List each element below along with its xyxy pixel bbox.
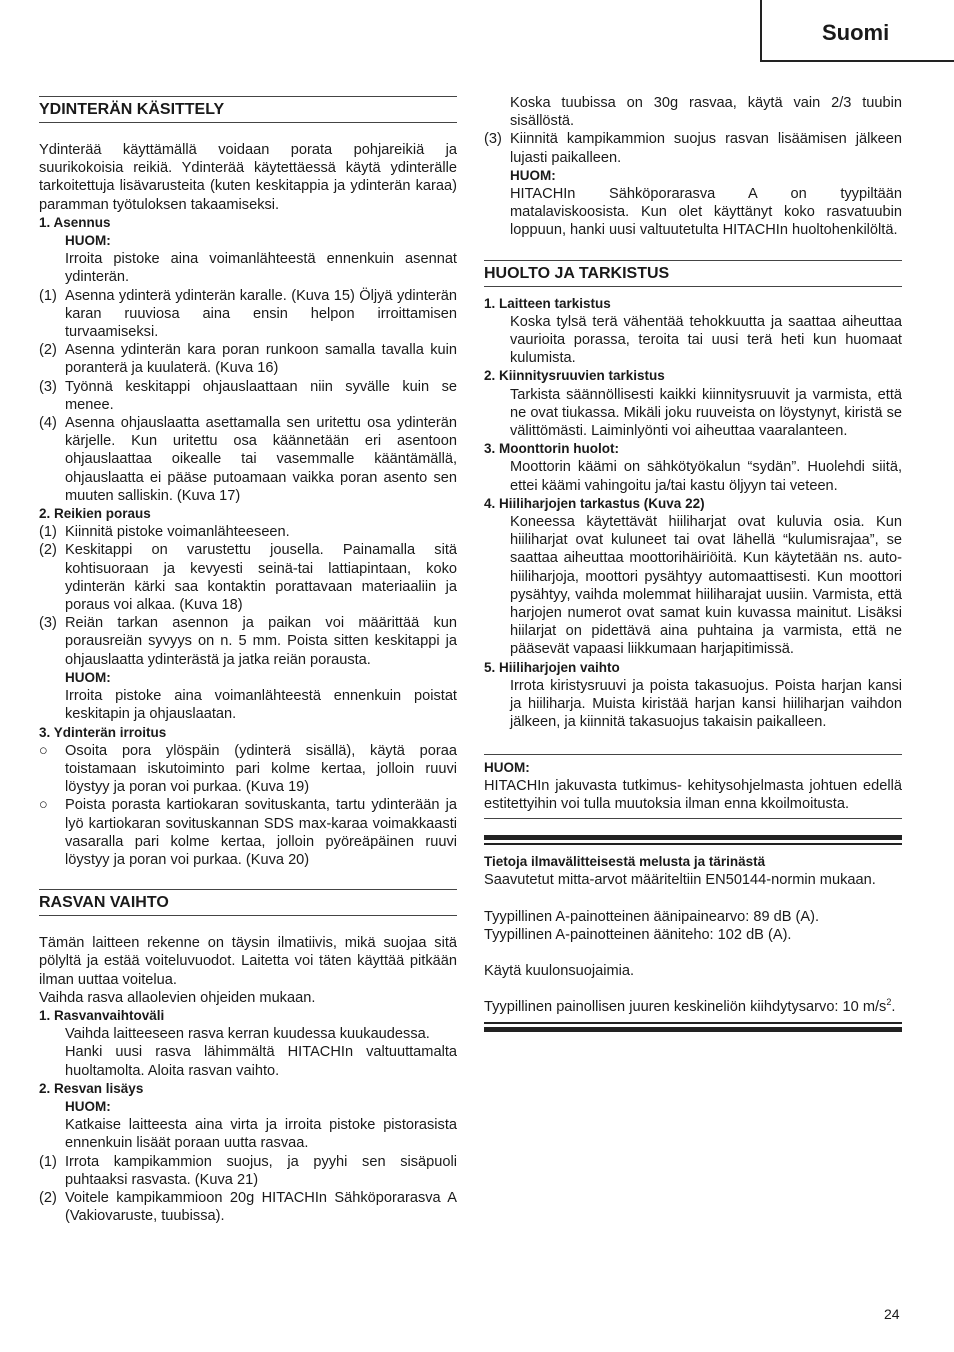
grease-note: HITACHIn Sähköporarasva A on tyypiltään matalaviskoosista. Kun olet käyttänyt koko rasvatuubin loppuun, hanki uusi valtuutetulta HITACHIn huoltohenkilöltä. [510,186,902,239]
step-text: Asenna ydinterän kara poran runkoon samalla tavalla kuin poranterä ja kuulaterä. (Kuva 16) [65,342,457,377]
screw-check-text: Tarkista säännöllisesti kaikki kiinnitysruuvit ja varmista, että ne ovat tiukassa. Mikäli joku ruuveista on löystynyt, kiristä se välittömästi. Laiminlyönti voi aiheuttaa vaaralanteen. [510,386,902,440]
drilling-note: Irroita pistoke aina voimanlähteestä ennenkuin poistat keskitapin ja ohjauslaatan. [65,688,457,723]
heading-text: 1. Laitteen tarkistus [484,295,611,311]
circle-bullet-icon: ○ [39,797,48,814]
step-number: (3) [39,615,57,632]
heading-brush-check [484,495,902,513]
heading-grease-interval: 1. Rasvanvaihtoväli [39,1007,165,1023]
bullet-item [39,796,457,869]
section-title-maintenance: HUOLTO JA TARKISTUS [484,260,902,287]
step-item [39,523,457,541]
step-text: Kiinnitä kampikammion suojus rasvan lisäämisen jälkeen lujasti paikalleen. [510,131,902,166]
brush-check-text: Koneessa käytettävät hiiliharjat ovat kuluvia osia. Kun hiiliharjat ovat kuluneet tai ovat lähellä “kulumisrajaa”, se saattaa aiheuttaa moottorihäiriöitä. Kun käytetään ns. auto-hiiliharjoja, moottori pysähtyy automaattisesti. Kun moottori pysähtyy, vaihda molemmat hiiliharajat uusiin. Varmista, että harjojen numerot ovat samat kuin kuvassa mainitut. Lisäksi hiilarjat on pidettävä aina puhtaina ja varmista, että ne pääsevät vapaasi liikkumaan harjapitimissä. [510,514,902,658]
vibration-exponent: 2 [886,997,892,1008]
heading-tool-check [484,295,902,313]
heading-drilling: 2. Reikien poraus [39,506,151,522]
step-number: (1) [39,287,57,304]
step-text: Asenna ydinterä ydinterän karalle. (Kuva 15) Öljyä ydinterän karan ruuviosa aina ensin helpon irroittamisen turvaamiseksi. [65,287,457,341]
step-item [39,1153,457,1189]
step-number: (4) [39,415,57,432]
step-text: Voitele kampikammioon 20g HITACHIn Sähköporarasva A (Vakiovaruste, tuubissa). [65,1189,457,1225]
step-text: Asenna ohjauslaatta asettamalla sen uritettu osa ydinterän kärjelle. Kun uritettu osa käännetään eri asentoon ohjauslaattaa oikealle tai vasemmalle kääntämällä, ohjauslaatta ei pääse putoamaan vaikka poran asento sen muuten salliskin. (Kuva 17) [65,415,457,504]
step-number: (3) [39,378,57,395]
bullet-item [39,742,457,797]
notice-label: HUOM: [484,759,530,775]
step-item [39,1189,457,1225]
grease-intro-2: Vaihda rasva allaolevien ohjeiden mukaan. [39,989,316,1006]
heading-screw-check [484,367,902,385]
notice-box [484,754,902,820]
note-label: HUOM: [65,233,111,249]
core-bit-intro: Ydinterää käyttämällä voidaan porata pohjareikiä ja suurikokoisia reikiä. Ydinterää käytettäessä käytä ydinterälle tarkoitettuja lisävarusteita (kuten keskitappia ja ydinterän karaa) paramman työtuloksen takaamiseksi. [39,142,457,213]
motor-text: Moottorin käämi on sähkötyökalun “sydän”. Huolehdi siitä, ettei käämi vahingoitu ja/tai kastu öljyyn tai veteen. [510,459,902,494]
step-text: Reiän tarkan asennon ja paikan voi määrittää kun porausreiän syvyys on n. 5 mm. Poista sitten keskitappi ja ohjauslaatta ydinterästä ja jatka reiän porausta. [65,615,457,668]
bullet-text: Osoita pora ylöspäin (ydinterä sisällä), käytä poraa toistamaan iskutoiminto pari kolme kertaa, jolloin ruuvi löystyy ja poran voi purkaa. (Kuva 19) [65,742,457,796]
section-title-core-bit: YDINTERÄN KÄSITTELY [39,96,457,123]
tool-check-text: Koska tylsä terä vähentää tehokkuutta ja saattaa aiheuttaa vaurioita porassa, teroita tai uusi terä heti kun huomaat kulumista. [510,313,902,367]
step-number: (3) [484,131,502,148]
noise-title: Tietoja ilmavälitteisestä melusta ja tärinästä [484,854,766,870]
step-item [484,130,902,166]
page-number: 24 [884,1306,900,1322]
heading-text: 5. Hiiliharjojen vaihto [484,659,620,675]
note-label: HUOM: [65,1098,111,1114]
adding-note: Katkaise laitteesta aina virta ja irroita pistoke pistorasista ennenkuin lisäät poraan uutta rasvaa. [65,1117,457,1152]
step-text: Työnnä keskitappi ohjauslaattaan niin syvälle kuin se menee. [65,378,457,413]
step-number: (2) [39,342,57,359]
step-item [39,614,457,669]
heading-brush-replace [484,659,902,677]
step-text: Irrota kampikammion suojus, ja pyyhi sen sisäpuoli puhtaaksi rasvasta. (Kuva 21) [65,1153,457,1188]
heading-text: 4. Hiiliharjojen tarkastus (Kuva 22) [484,495,705,511]
step-item [39,414,457,505]
note-label: HUOM: [65,669,111,685]
heading-motor [484,440,902,458]
step-number: (1) [39,1153,57,1170]
notice-text: HITACHIn jakuvasta tutkimus- kehitysohjelmasta johtuen edellä estitettyihin voi tulla muutoksia ilman enna kkoilmoitusta. [484,777,902,812]
note-label: HUOM: [510,167,556,183]
right-column [484,94,902,1032]
grease-continued: Koska tuubissa on 30g rasvaa, käytä vain 2/3 tuubin sisällöstä. [510,95,902,130]
step-item [39,541,457,614]
interval-text: Vaihda laitteeseen rasva kerran kuudessa kuukaudessa. [65,1026,430,1043]
interval-text-2: Hanki uusi rasva lähimmältä HITACHIn valtuuttamalta huoltamolta. Aloita rasvan vaihto. [65,1044,457,1079]
section-title-grease: RASVAN VAIHTO [39,889,457,916]
circle-bullet-icon: ○ [39,742,48,759]
noise-bottom-rule-2 [484,1027,902,1032]
step-item [39,378,457,414]
left-column [39,96,457,1225]
step-number: (1) [39,524,57,541]
bullet-text: Poista porasta kartiokaran sovituskanta, tartu ydinterään ja lyö kartiokaran sovituskannan SDS max-karaa voimakkaasti vasaralla pari kolme kertaa, jolloin pyöreäpäinen ruuvi löystyy ja poran voi purkaa. (Kuva 20) [65,797,457,868]
step-number: (2) [39,542,57,559]
sound-pressure: Tyypillinen A-painotteinen äänipainearvo: 89 dB (A). [484,908,820,925]
ear-protection: Käytä kuulonsuojaimia. [484,962,635,979]
grease-intro: Tämän laitteen rekenne on täysin ilmatiivis, mikä suojaa sitä pölyltä ja estää voiteluvuodot. Laitetta voi täten käyttää pitkään ilman uuttaa voitelua. [39,935,457,988]
heading-text: 3. Moonttorin huolot: [484,441,619,457]
step-item [39,287,457,342]
vibration-value [484,998,902,1016]
heading-text: 2. Kiinnitysruuvien tarkistus [484,368,665,384]
vibration-text: Tyypillinen painollisen juuren keskineliön kiihdytysarvo: 10 m/s [484,999,887,1016]
installation-note: Irroita pistoke aina voimanlähteestä ennenkuin asennat ydinterän. [65,251,457,286]
noise-standard: Saavutetut mitta-arvot määriteltiin EN50144-normin mukaan. [484,872,876,889]
language-label: Suomi [822,20,890,45]
step-text: Keskitappi on varustettu jousella. Painamalla sitä kohtisuoraan ja kevyesti seinä-tai lattiapintaan, koko ydinterän kärki saa kontaktin porattavaan materiaaliin ja poraus voi alkaa. (Kuva 18) [65,542,457,614]
step-item [39,341,457,377]
heading-installation: 1. Asennus [39,214,111,230]
language-tab [760,0,954,62]
brush-replace-text: Irrota kiristysruuvi ja poista takasuojus. Poista harjan kansi ja hiiliharja. Muista kiristää harjan kansi hiiliharjan vaihdon jälkeen, ja kiinnitä takasuojus takaisin paikalleen. [510,677,902,731]
step-number: (2) [39,1189,57,1206]
step-text: Kiinnitä pistoke voimanlähteeseen. [65,524,290,541]
vibration-end: . [891,999,896,1016]
sound-power: Tyypillinen A-painotteinen ääniteho: 102 dB (A). [484,926,792,943]
heading-grease-adding: 2. Resvan lisäys [39,1080,144,1096]
heading-removal: 3. Ydinterän irroitus [39,724,167,740]
